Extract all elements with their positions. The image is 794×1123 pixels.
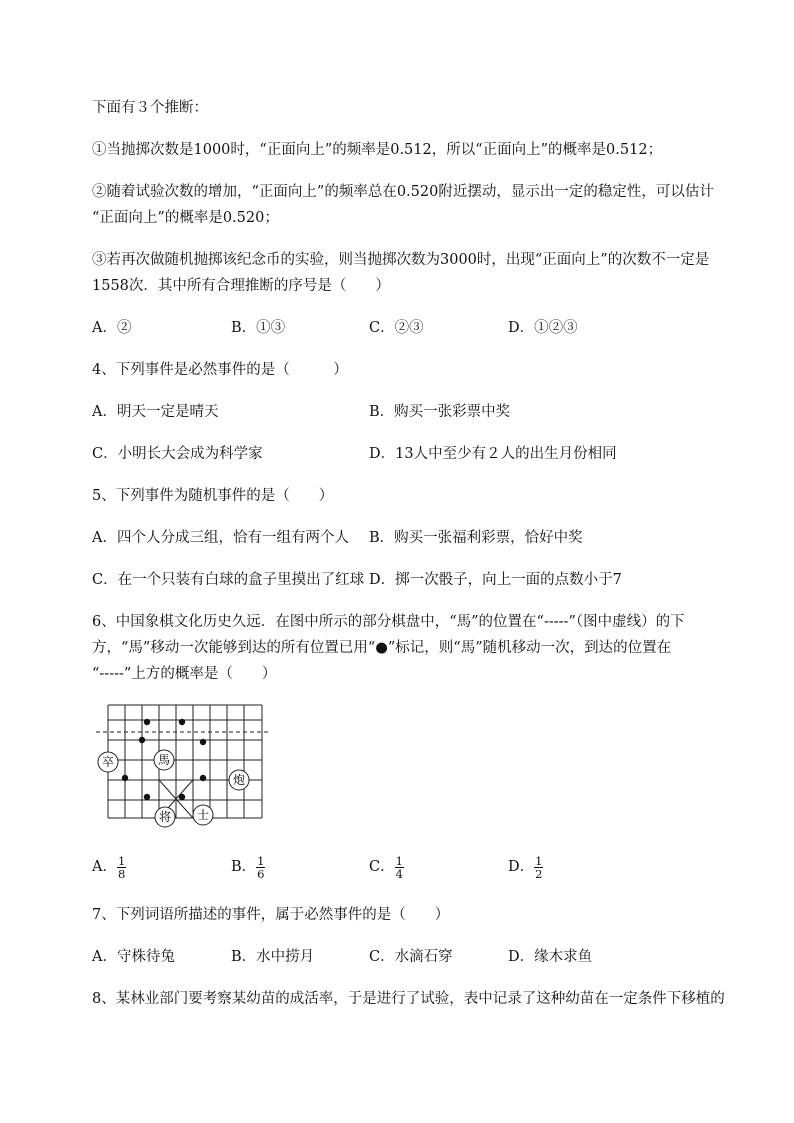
q5-option-a: A．四个人分成三组，恰有一组有两个人 xyxy=(92,530,349,546)
q4-option-b: B．购买一张彩票中奖 xyxy=(369,404,511,420)
reachable-dot xyxy=(122,775,128,781)
q7-option-c: C．水滴石穿 xyxy=(369,949,453,965)
q6-option-b: B． $\frac{1}{6}$ xyxy=(231,853,265,881)
reachable-dot xyxy=(200,739,206,745)
q6-stem-line-1: 6、中国象棋文化历史久远．在图中所示的部分棋盘中，“馬”的位置在“-----”（图中虚线）的下 xyxy=(92,614,685,630)
q5-option-b: B．购买一张福利彩票，恰好中奖 xyxy=(369,530,583,546)
q7-option-b: B．水中捞月 xyxy=(231,949,315,965)
fraction: $\frac{1}{4}$ xyxy=(395,853,403,881)
svg-text:炮: 炮 xyxy=(232,773,246,787)
q8-stem: 8、某林业部门要考察某幼苗的成活率，于是进行了试验，表中记录了这种幼苗在一定条件下移植的 xyxy=(92,991,725,1007)
q7-option-d: D．缘木求鱼 xyxy=(508,949,593,965)
q4-option-d: D．13人中至少有２人的出生月份相同 xyxy=(369,446,617,462)
q5-stem: 5、下列事件为随机事件的是（ ） xyxy=(92,488,334,504)
inference-2-line-1: ②随着试验次数的增加，“正面向上”的频率总在0.520附近摆动，显示出一定的稳定性，可以估计 xyxy=(92,184,714,200)
q6-option-a: A． $\frac{1}{8}$ xyxy=(92,853,126,881)
q6-stem-line-3: “-----”上方的概率是（ ） xyxy=(92,666,277,682)
q4-option-c: C．小明长大会成为科学家 xyxy=(92,446,263,462)
q6-option-d: D． $\frac{1}{2}$ xyxy=(508,853,543,881)
inference-1: ①当抛掷次数是1000时，“正面向上”的频率是0.512，所以“正面向上”的概率是0.512； xyxy=(92,142,663,158)
horse-piece xyxy=(154,750,174,770)
q3-option-c: C．②③ xyxy=(369,320,424,336)
svg-text:将: 将 xyxy=(158,810,172,824)
fraction: $\frac{1}{8}$ xyxy=(117,853,126,881)
q4-option-a: A．明天一定是晴天 xyxy=(92,404,219,420)
reachable-dot xyxy=(179,794,185,800)
soldier-piece xyxy=(98,752,118,772)
reachable-dot xyxy=(139,737,145,743)
q5-option-d: D．掷一次骰子，向上一面的点数小于7 xyxy=(369,572,622,588)
q3-option-a: A．② xyxy=(92,320,132,336)
reachable-dot xyxy=(179,719,185,725)
q4-stem: 4、下列事件是必然事件的是（ ） xyxy=(92,362,348,378)
inference-3-line-1: ③若再次做随机抛掷该纪念币的实验，则当抛掷次数为3000时，出现“正面向上”的次数不一定是 xyxy=(92,252,710,268)
inference-3-line-2: 1558次．其中所有合理推断的序号是（ ） xyxy=(92,278,390,294)
q3-option-b: B．①③ xyxy=(231,320,286,336)
q6-option-c: C． $\frac{1}{4}$ xyxy=(369,853,403,881)
q3-option-d: D．①②③ xyxy=(508,320,578,336)
svg-text:士: 士 xyxy=(196,808,210,822)
fraction: $\frac{1}{6}$ xyxy=(257,853,265,881)
reachable-dot xyxy=(144,794,150,800)
intro-heading: 下面有３个推断： xyxy=(92,100,208,116)
svg-text:馬: 馬 xyxy=(157,753,171,767)
q5-option-c: C．在一个只装有白球的盒子里摸出了红球 xyxy=(92,572,365,588)
reachable-dot xyxy=(144,719,150,725)
reachable-dot xyxy=(200,775,206,781)
general-piece xyxy=(155,807,175,827)
inference-2-line-2: “正面向上”的概率是0.520； xyxy=(92,210,279,226)
q6-stem-line-2: 方，“馬”移动一次能够到达的所有位置已用“●”标记，则“馬”随机移动一次，到达的位置在 xyxy=(92,640,672,656)
q7-option-a: A．守株待兔 xyxy=(92,949,175,965)
fraction: $\frac{1}{2}$ xyxy=(535,853,543,881)
q7-stem: 7、下列词语所描述的事件，属于必然事件的是（ ） xyxy=(92,907,450,923)
advisor-piece xyxy=(193,805,213,825)
svg-text:卒: 卒 xyxy=(101,755,115,769)
cannon-piece xyxy=(229,770,249,790)
chess-board-figure xyxy=(96,700,276,830)
